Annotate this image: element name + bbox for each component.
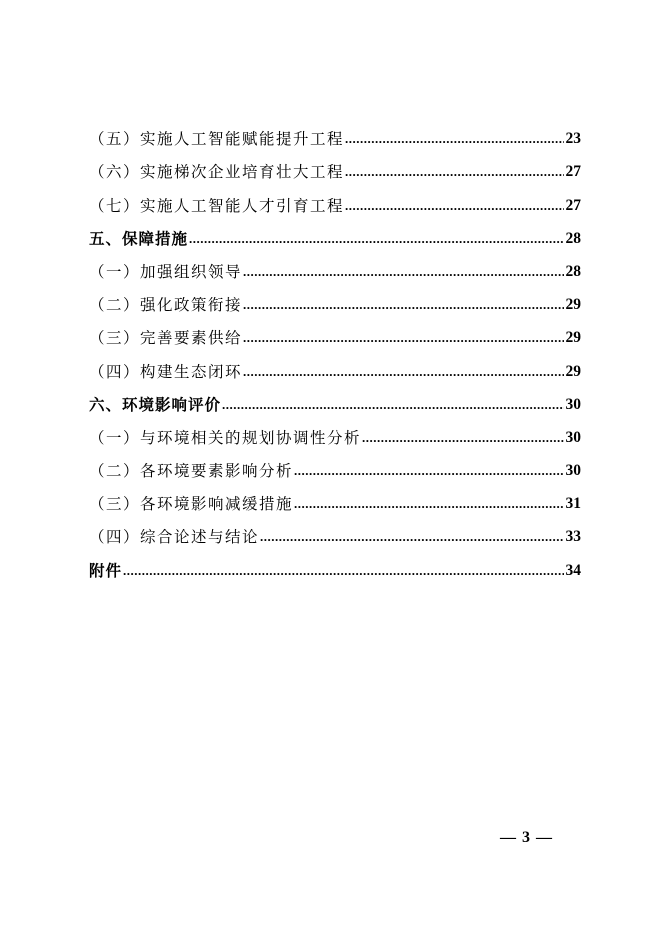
dot-leader [345,196,563,216]
dot-leader [294,494,563,514]
dot-leader [222,395,563,415]
toc-entry-ecosystem-loop[interactable] [89,348,581,381]
toc-entry-factor-supply[interactable] [89,315,581,348]
toc-entry-label: （二）各环境要素影响分析 [89,462,294,481]
toc-entry-mitigation-measures[interactable] [89,481,581,514]
toc-entry-7-ai-talent[interactable] [89,182,581,215]
dot-leader [345,162,563,182]
toc-entry-label: （五）实施人工智能赋能提升工程 [89,130,345,149]
dot-leader [243,362,563,382]
table-of-contents [89,116,581,581]
toc-entry-5-ai-empowerment[interactable] [89,116,581,149]
dot-leader [243,295,563,315]
toc-entry-organizational-leadership[interactable] [89,249,581,282]
toc-entry-label: （三）完善要素供给 [89,329,243,348]
toc-entry-label: （二）强化政策衔接 [89,296,243,315]
toc-entry-page: 30 [565,395,581,413]
dot-leader [243,262,563,282]
toc-entry-label: （三）各环境影响减缓措施 [89,495,294,514]
toc-entry-label: （四）综合论述与结论 [89,528,260,547]
toc-entry-label: （四）构建生态闭环 [89,362,243,381]
toc-entry-page: 23 [565,130,581,148]
toc-entry-page: 29 [565,296,581,314]
toc-entry-label: （七）实施人工智能人才引育工程 [89,196,345,215]
dot-leader [362,428,563,448]
toc-entry-page: 28 [565,262,581,280]
toc-entry-page: 29 [565,329,581,347]
toc-entry-page: 27 [565,163,581,181]
dot-leader [345,129,563,149]
toc-entry-page: 34 [565,561,581,579]
toc-entry-policy-coordination[interactable] [89,282,581,315]
toc-entry-conclusion[interactable] [89,514,581,547]
toc-section-label: 五、保障措施 [89,228,189,248]
page-number: — 3 — [500,829,553,846]
toc-entry-page: 33 [565,528,581,546]
toc-entry-page: 28 [565,229,581,247]
toc-section-environmental-assessment[interactable] [89,382,581,415]
dot-leader [189,229,563,249]
toc-entry-page: 29 [565,362,581,380]
dot-leader [243,328,563,348]
dot-leader [260,527,563,547]
toc-entry-label: （一）加强组织领导 [89,262,243,281]
toc-entry-planning-coordination[interactable] [89,415,581,448]
dot-leader [123,561,563,581]
toc-entry-impact-analysis[interactable] [89,448,581,481]
toc-entry-6-enterprise-cultivation[interactable] [89,149,581,182]
dot-leader [294,461,563,481]
toc-entry-page: 27 [565,196,581,214]
toc-section-label: 六、环境影响评价 [89,394,222,414]
toc-entry-page: 30 [565,428,581,446]
toc-section-label: 附件 [89,560,123,580]
toc-section-attachments[interactable] [89,547,581,580]
toc-entry-page: 30 [565,462,581,480]
toc-entry-label: （六）实施梯次企业培育壮大工程 [89,163,345,182]
toc-entry-label: （一）与环境相关的规划协调性分析 [89,428,362,447]
toc-section-safeguards[interactable] [89,216,581,249]
toc-entry-page: 31 [565,495,581,513]
